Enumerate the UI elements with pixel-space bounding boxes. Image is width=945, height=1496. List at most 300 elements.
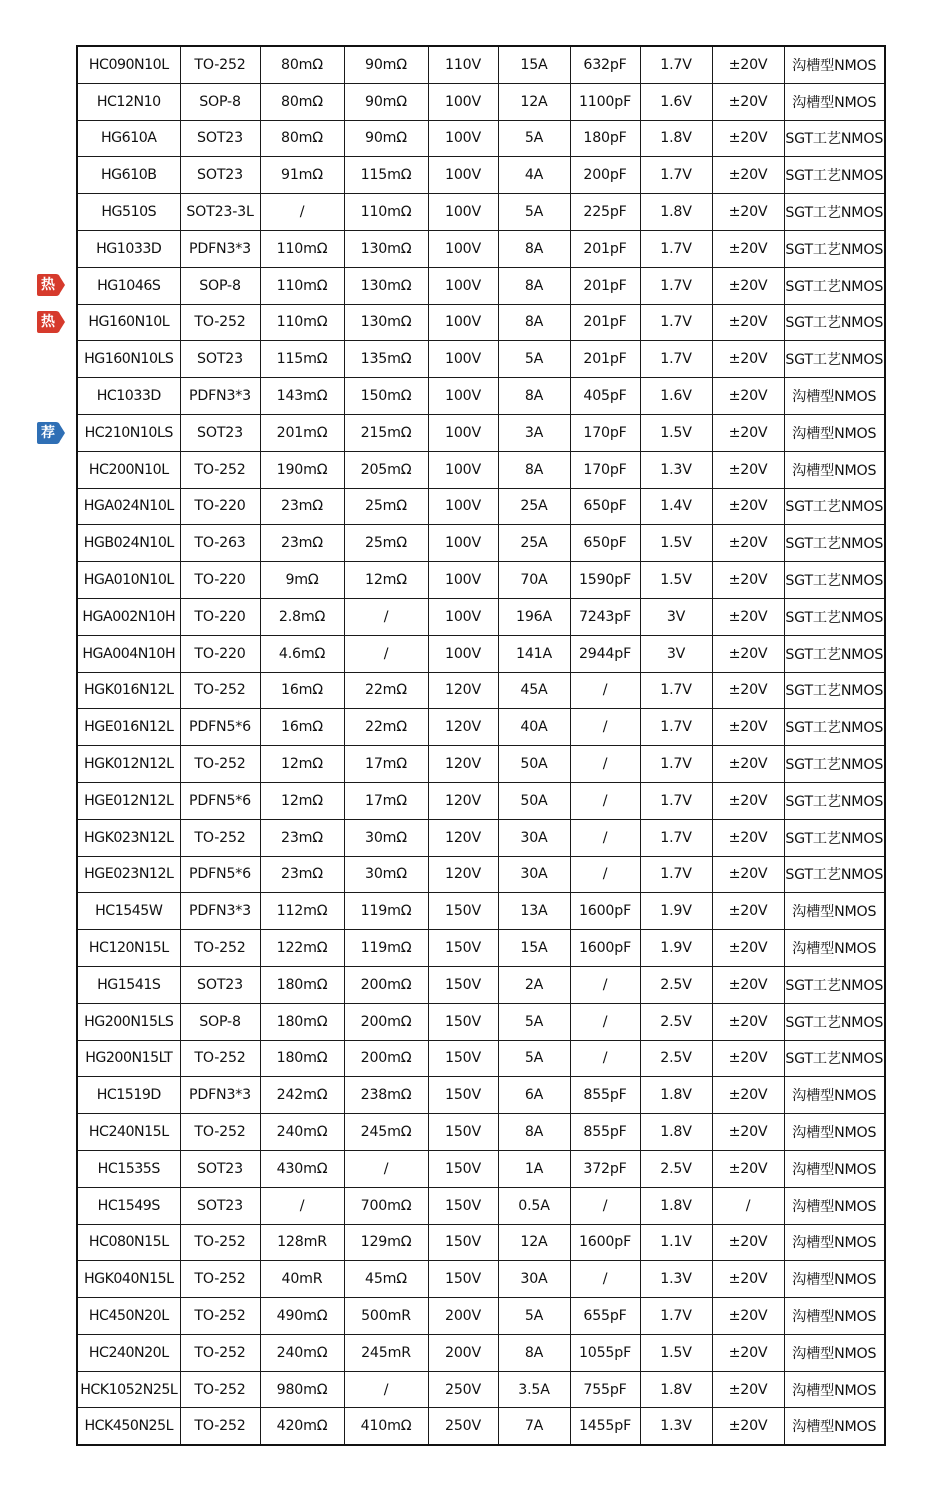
vth-cell: 1.8V: [640, 1187, 712, 1224]
part-number-cell: HC1519D: [77, 1077, 180, 1114]
technology-cell: 沟槽型NMOS: [784, 1298, 885, 1335]
rds-on-vgs10-cell: 201mΩ: [260, 414, 344, 451]
table-row: [77, 1040, 885, 1077]
rds-on-vgs10-cell: 112mΩ: [260, 893, 344, 930]
table-row: [77, 562, 885, 599]
vgs-cell: ±20V: [712, 1040, 784, 1077]
id-current-cell: 45A: [498, 672, 570, 709]
vth-cell: 2.5V: [640, 1040, 712, 1077]
rds-on-vgs10-cell: 240mΩ: [260, 1334, 344, 1371]
rds-on-vgs4p5-cell: 135mΩ: [344, 341, 428, 378]
rds-on-vgs10-cell: 2.8mΩ: [260, 598, 344, 635]
technology-cell: SGT工艺NMOS: [784, 230, 885, 267]
id-current-cell: 70A: [498, 562, 570, 599]
technology-cell: 沟槽型NMOS: [784, 1371, 885, 1408]
part-number-cell: HG1033D: [77, 230, 180, 267]
package-cell: PDFN5*6: [180, 709, 260, 746]
id-current-cell: 40A: [498, 709, 570, 746]
technology-cell: 沟槽型NMOS: [784, 1187, 885, 1224]
part-number-cell: HC12N10: [77, 83, 180, 120]
part-number-cell: HG510S: [77, 194, 180, 231]
rds-on-vgs4p5-cell: 200mΩ: [344, 1040, 428, 1077]
vgs-cell: ±20V: [712, 46, 784, 83]
rds-on-vgs4p5-cell: 130mΩ: [344, 267, 428, 304]
rds-on-vgs10-cell: 190mΩ: [260, 451, 344, 488]
vth-cell: 1.7V: [640, 672, 712, 709]
ciss-cell: /: [570, 856, 640, 893]
rds-on-vgs4p5-cell: 90mΩ: [344, 46, 428, 83]
technology-cell: 沟槽型NMOS: [784, 1224, 885, 1261]
id-current-cell: 196A: [498, 598, 570, 635]
vgs-cell: ±20V: [712, 120, 784, 157]
vth-cell: 1.9V: [640, 930, 712, 967]
rds-on-vgs10-cell: 980mΩ: [260, 1371, 344, 1408]
vds-cell: 150V: [428, 1150, 498, 1187]
table-row: [77, 819, 885, 856]
id-current-cell: 50A: [498, 746, 570, 783]
rds-on-vgs4p5-cell: 17mΩ: [344, 782, 428, 819]
ciss-cell: /: [570, 819, 640, 856]
vds-cell: 150V: [428, 1003, 498, 1040]
package-cell: PDFN3*3: [180, 378, 260, 415]
package-cell: TO-252: [180, 1298, 260, 1335]
part-number-cell: HC1033D: [77, 378, 180, 415]
vds-cell: 100V: [428, 341, 498, 378]
id-current-cell: 13A: [498, 893, 570, 930]
rds-on-vgs10-cell: 12mΩ: [260, 782, 344, 819]
technology-cell: SGT工艺NMOS: [784, 157, 885, 194]
part-number-cell: HGA004N10H: [77, 635, 180, 672]
package-cell: SOP-8: [180, 1003, 260, 1040]
technology-cell: SGT工艺NMOS: [784, 120, 885, 157]
vth-cell: 2.5V: [640, 1003, 712, 1040]
package-cell: TO-252: [180, 1408, 260, 1445]
rds-on-vgs10-cell: 180mΩ: [260, 1040, 344, 1077]
rds-on-vgs4p5-cell: 130mΩ: [344, 304, 428, 341]
vgs-cell: ±20V: [712, 709, 784, 746]
rds-on-vgs4p5-cell: 150mΩ: [344, 378, 428, 415]
rds-on-vgs4p5-cell: 129mΩ: [344, 1224, 428, 1261]
id-current-cell: 25A: [498, 525, 570, 562]
part-number-cell: HG160N10LS: [77, 341, 180, 378]
table-row: [77, 893, 885, 930]
vds-cell: 150V: [428, 1187, 498, 1224]
package-cell: SOT23: [180, 1187, 260, 1224]
vds-cell: 100V: [428, 451, 498, 488]
package-cell: TO-220: [180, 598, 260, 635]
technology-cell: 沟槽型NMOS: [784, 1334, 885, 1371]
badge-label: 热: [41, 314, 55, 331]
vgs-cell: ±20V: [712, 562, 784, 599]
package-cell: PDFN3*3: [180, 1077, 260, 1114]
part-number-cell: HC240N15L: [77, 1114, 180, 1151]
technology-cell: 沟槽型NMOS: [784, 83, 885, 120]
id-current-cell: 5A: [498, 1298, 570, 1335]
vgs-cell: ±20V: [712, 83, 784, 120]
vds-cell: 100V: [428, 267, 498, 304]
rds-on-vgs4p5-cell: 130mΩ: [344, 230, 428, 267]
table-row: [77, 341, 885, 378]
ciss-cell: 201pF: [570, 267, 640, 304]
recommend-badge-icon: [36, 421, 66, 445]
vgs-cell: ±20V: [712, 672, 784, 709]
rds-on-vgs10-cell: 110mΩ: [260, 304, 344, 341]
id-current-cell: 8A: [498, 304, 570, 341]
technology-cell: 沟槽型NMOS: [784, 46, 885, 83]
rds-on-vgs10-cell: 91mΩ: [260, 157, 344, 194]
vgs-cell: ±20V: [712, 341, 784, 378]
rds-on-vgs10-cell: 430mΩ: [260, 1150, 344, 1187]
rds-on-vgs10-cell: 80mΩ: [260, 46, 344, 83]
rds-on-vgs10-cell: 110mΩ: [260, 230, 344, 267]
technology-cell: SGT工艺NMOS: [784, 1003, 885, 1040]
hot-badge-icon: [36, 273, 66, 297]
vth-cell: 3V: [640, 598, 712, 635]
id-current-cell: 5A: [498, 1003, 570, 1040]
part-number-cell: HC080N15L: [77, 1224, 180, 1261]
ciss-cell: 1055pF: [570, 1334, 640, 1371]
vgs-cell: ±20V: [712, 488, 784, 525]
part-number-cell: HC1549S: [77, 1187, 180, 1224]
package-cell: TO-220: [180, 562, 260, 599]
table-row: [77, 1224, 885, 1261]
vgs-cell: ±20V: [712, 1003, 784, 1040]
ciss-cell: 650pF: [570, 488, 640, 525]
rds-on-vgs4p5-cell: 215mΩ: [344, 414, 428, 451]
rds-on-vgs4p5-cell: 245mR: [344, 1334, 428, 1371]
vgs-cell: ±20V: [712, 1334, 784, 1371]
id-current-cell: 12A: [498, 1224, 570, 1261]
vth-cell: 1.8V: [640, 194, 712, 231]
part-number-cell: HG1046S: [77, 267, 180, 304]
package-cell: SOT23: [180, 157, 260, 194]
id-current-cell: 8A: [498, 1114, 570, 1151]
part-number-cell: HGK023N12L: [77, 819, 180, 856]
ciss-cell: 655pF: [570, 1298, 640, 1335]
part-number-cell: HC090N10L: [77, 46, 180, 83]
package-cell: SOP-8: [180, 83, 260, 120]
ciss-cell: /: [570, 672, 640, 709]
rds-on-vgs4p5-cell: 90mΩ: [344, 120, 428, 157]
vds-cell: 150V: [428, 893, 498, 930]
vds-cell: 100V: [428, 120, 498, 157]
table-row: [77, 414, 885, 451]
vgs-cell: ±20V: [712, 304, 784, 341]
vgs-cell: ±20V: [712, 378, 784, 415]
rds-on-vgs4p5-cell: 90mΩ: [344, 83, 428, 120]
vth-cell: 1.5V: [640, 1334, 712, 1371]
vds-cell: 150V: [428, 1224, 498, 1261]
vds-cell: 100V: [428, 525, 498, 562]
vth-cell: 1.7V: [640, 856, 712, 893]
vds-cell: 120V: [428, 782, 498, 819]
vds-cell: 100V: [428, 304, 498, 341]
package-cell: TO-252: [180, 1040, 260, 1077]
vth-cell: 1.8V: [640, 1371, 712, 1408]
vth-cell: 1.3V: [640, 1408, 712, 1445]
ciss-cell: 1590pF: [570, 562, 640, 599]
package-cell: TO-263: [180, 525, 260, 562]
technology-cell: SGT工艺NMOS: [784, 1040, 885, 1077]
id-current-cell: 25A: [498, 488, 570, 525]
part-number-cell: HC1545W: [77, 893, 180, 930]
table-row: [77, 1334, 885, 1371]
technology-cell: SGT工艺NMOS: [784, 341, 885, 378]
rds-on-vgs4p5-cell: 45mΩ: [344, 1261, 428, 1298]
technology-cell: 沟槽型NMOS: [784, 1150, 885, 1187]
package-cell: TO-252: [180, 672, 260, 709]
id-current-cell: 15A: [498, 46, 570, 83]
part-number-cell: HG1541S: [77, 966, 180, 1003]
vds-cell: 100V: [428, 194, 498, 231]
part-number-cell: HC200N10L: [77, 451, 180, 488]
ciss-cell: 200pF: [570, 157, 640, 194]
vth-cell: 2.5V: [640, 966, 712, 1003]
table-row: [77, 157, 885, 194]
vgs-cell: ±20V: [712, 194, 784, 231]
technology-cell: SGT工艺NMOS: [784, 819, 885, 856]
rds-on-vgs4p5-cell: 30mΩ: [344, 819, 428, 856]
technology-cell: SGT工艺NMOS: [784, 635, 885, 672]
package-cell: SOT23-3L: [180, 194, 260, 231]
table-row: [77, 451, 885, 488]
ciss-cell: /: [570, 746, 640, 783]
technology-cell: 沟槽型NMOS: [784, 451, 885, 488]
id-current-cell: 8A: [498, 378, 570, 415]
ciss-cell: 7243pF: [570, 598, 640, 635]
id-current-cell: 7A: [498, 1408, 570, 1445]
vds-cell: 100V: [428, 562, 498, 599]
table-row: [77, 709, 885, 746]
vgs-cell: ±20V: [712, 157, 784, 194]
vth-cell: 1.7V: [640, 819, 712, 856]
vds-cell: 100V: [428, 488, 498, 525]
technology-cell: SGT工艺NMOS: [784, 267, 885, 304]
vds-cell: 150V: [428, 966, 498, 1003]
vds-cell: 120V: [428, 819, 498, 856]
vgs-cell: ±20V: [712, 1371, 784, 1408]
technology-cell: SGT工艺NMOS: [784, 672, 885, 709]
rds-on-vgs4p5-cell: 12mΩ: [344, 562, 428, 599]
package-cell: TO-252: [180, 1334, 260, 1371]
id-current-cell: 5A: [498, 120, 570, 157]
vds-cell: 150V: [428, 930, 498, 967]
rds-on-vgs4p5-cell: 245mΩ: [344, 1114, 428, 1151]
rds-on-vgs10-cell: 240mΩ: [260, 1114, 344, 1151]
id-current-cell: 12A: [498, 83, 570, 120]
table-row: [77, 304, 885, 341]
ciss-cell: 632pF: [570, 46, 640, 83]
technology-cell: SGT工艺NMOS: [784, 709, 885, 746]
mosfet-spec-table: [76, 45, 884, 1446]
rds-on-vgs10-cell: 40mR: [260, 1261, 344, 1298]
table-row: [77, 194, 885, 231]
package-cell: TO-252: [180, 1114, 260, 1151]
part-number-cell: HGK040N15L: [77, 1261, 180, 1298]
vth-cell: 3V: [640, 635, 712, 672]
ciss-cell: 855pF: [570, 1114, 640, 1151]
id-current-cell: 5A: [498, 1040, 570, 1077]
rds-on-vgs4p5-cell: 119mΩ: [344, 930, 428, 967]
table-row: [77, 1150, 885, 1187]
hot-badge-icon: [36, 310, 66, 334]
vgs-cell: ±20V: [712, 782, 784, 819]
id-current-cell: 30A: [498, 856, 570, 893]
package-cell: PDFN5*6: [180, 782, 260, 819]
vgs-cell: ±20V: [712, 930, 784, 967]
id-current-cell: 5A: [498, 341, 570, 378]
technology-cell: SGT工艺NMOS: [784, 562, 885, 599]
technology-cell: 沟槽型NMOS: [784, 1077, 885, 1114]
package-cell: TO-252: [180, 746, 260, 783]
vds-cell: 120V: [428, 746, 498, 783]
ciss-cell: 1100pF: [570, 83, 640, 120]
part-number-cell: HGK012N12L: [77, 746, 180, 783]
rds-on-vgs10-cell: /: [260, 194, 344, 231]
vth-cell: 1.7V: [640, 746, 712, 783]
vds-cell: 120V: [428, 856, 498, 893]
id-current-cell: 4A: [498, 157, 570, 194]
ciss-cell: 225pF: [570, 194, 640, 231]
rds-on-vgs4p5-cell: 200mΩ: [344, 1003, 428, 1040]
technology-cell: 沟槽型NMOS: [784, 1408, 885, 1445]
vds-cell: 150V: [428, 1261, 498, 1298]
rds-on-vgs10-cell: 16mΩ: [260, 709, 344, 746]
ciss-cell: 1455pF: [570, 1408, 640, 1445]
vth-cell: 1.7V: [640, 304, 712, 341]
vds-cell: 150V: [428, 1077, 498, 1114]
part-number-cell: HGA010N10L: [77, 562, 180, 599]
package-cell: PDFN5*6: [180, 856, 260, 893]
table-row: [77, 1114, 885, 1151]
vds-cell: 200V: [428, 1298, 498, 1335]
id-current-cell: 141A: [498, 635, 570, 672]
part-number-cell: HGE012N12L: [77, 782, 180, 819]
table-row: [77, 635, 885, 672]
vds-cell: 200V: [428, 1334, 498, 1371]
rds-on-vgs10-cell: 80mΩ: [260, 120, 344, 157]
vgs-cell: ±20V: [712, 1150, 784, 1187]
rds-on-vgs10-cell: 16mΩ: [260, 672, 344, 709]
id-current-cell: 8A: [498, 451, 570, 488]
vgs-cell: ±20V: [712, 1114, 784, 1151]
vds-cell: 250V: [428, 1408, 498, 1445]
rds-on-vgs10-cell: 115mΩ: [260, 341, 344, 378]
vth-cell: 1.5V: [640, 414, 712, 451]
table-row: [77, 230, 885, 267]
id-current-cell: 8A: [498, 1334, 570, 1371]
rds-on-vgs4p5-cell: 30mΩ: [344, 856, 428, 893]
id-current-cell: 8A: [498, 230, 570, 267]
vds-cell: 250V: [428, 1371, 498, 1408]
ciss-cell: 170pF: [570, 451, 640, 488]
technology-cell: 沟槽型NMOS: [784, 1261, 885, 1298]
rds-on-vgs4p5-cell: 500mR: [344, 1298, 428, 1335]
technology-cell: SGT工艺NMOS: [784, 304, 885, 341]
part-number-cell: HGA024N10L: [77, 488, 180, 525]
ciss-cell: /: [570, 1261, 640, 1298]
rds-on-vgs10-cell: 180mΩ: [260, 1003, 344, 1040]
rds-on-vgs4p5-cell: 115mΩ: [344, 157, 428, 194]
package-cell: TO-252: [180, 451, 260, 488]
vgs-cell: ±20V: [712, 267, 784, 304]
package-cell: SOT23: [180, 414, 260, 451]
id-current-cell: 8A: [498, 267, 570, 304]
rds-on-vgs10-cell: 242mΩ: [260, 1077, 344, 1114]
vds-cell: 100V: [428, 230, 498, 267]
vgs-cell: /: [712, 1187, 784, 1224]
ciss-cell: 2944pF: [570, 635, 640, 672]
vds-cell: 100V: [428, 157, 498, 194]
table-row: [77, 1261, 885, 1298]
vds-cell: 100V: [428, 83, 498, 120]
vth-cell: 1.7V: [640, 46, 712, 83]
vth-cell: 1.3V: [640, 1261, 712, 1298]
rds-on-vgs4p5-cell: 200mΩ: [344, 966, 428, 1003]
vgs-cell: ±20V: [712, 746, 784, 783]
rds-on-vgs4p5-cell: 17mΩ: [344, 746, 428, 783]
ciss-cell: 650pF: [570, 525, 640, 562]
table-row: [77, 746, 885, 783]
part-number-cell: HCK1052N25L: [77, 1371, 180, 1408]
rds-on-vgs10-cell: 180mΩ: [260, 966, 344, 1003]
ciss-cell: /: [570, 709, 640, 746]
ciss-cell: /: [570, 1040, 640, 1077]
ciss-cell: 201pF: [570, 230, 640, 267]
vds-cell: 100V: [428, 598, 498, 635]
rds-on-vgs10-cell: 23mΩ: [260, 488, 344, 525]
part-number-cell: HCK450N25L: [77, 1408, 180, 1445]
rds-on-vgs4p5-cell: 119mΩ: [344, 893, 428, 930]
part-number-cell: HC240N20L: [77, 1334, 180, 1371]
id-current-cell: 6A: [498, 1077, 570, 1114]
rds-on-vgs4p5-cell: 22mΩ: [344, 709, 428, 746]
rds-on-vgs10-cell: /: [260, 1187, 344, 1224]
technology-cell: SGT工艺NMOS: [784, 966, 885, 1003]
table-row: [77, 525, 885, 562]
vgs-cell: ±20V: [712, 819, 784, 856]
id-current-cell: 50A: [498, 782, 570, 819]
table-body: [77, 46, 885, 1445]
table-row: [77, 1003, 885, 1040]
vgs-cell: ±20V: [712, 1298, 784, 1335]
vds-cell: 120V: [428, 672, 498, 709]
technology-cell: 沟槽型NMOS: [784, 378, 885, 415]
vth-cell: 1.9V: [640, 893, 712, 930]
ciss-cell: 372pF: [570, 1150, 640, 1187]
rds-on-vgs10-cell: 122mΩ: [260, 930, 344, 967]
id-current-cell: 0.5A: [498, 1187, 570, 1224]
vth-cell: 1.7V: [640, 341, 712, 378]
rds-on-vgs10-cell: 12mΩ: [260, 746, 344, 783]
part-number-cell: HG200N15LT: [77, 1040, 180, 1077]
vth-cell: 1.7V: [640, 1298, 712, 1335]
ciss-cell: 201pF: [570, 341, 640, 378]
table-row: [77, 120, 885, 157]
rds-on-vgs4p5-cell: 205mΩ: [344, 451, 428, 488]
technology-cell: SGT工艺NMOS: [784, 194, 885, 231]
rds-on-vgs4p5-cell: /: [344, 1150, 428, 1187]
vgs-cell: ±20V: [712, 230, 784, 267]
vth-cell: 1.5V: [640, 562, 712, 599]
package-cell: PDFN3*3: [180, 893, 260, 930]
rds-on-vgs10-cell: 143mΩ: [260, 378, 344, 415]
rds-on-vgs10-cell: 23mΩ: [260, 819, 344, 856]
rds-on-vgs4p5-cell: 22mΩ: [344, 672, 428, 709]
table-row: [77, 782, 885, 819]
vds-cell: 150V: [428, 1040, 498, 1077]
vgs-cell: ±20V: [712, 525, 784, 562]
